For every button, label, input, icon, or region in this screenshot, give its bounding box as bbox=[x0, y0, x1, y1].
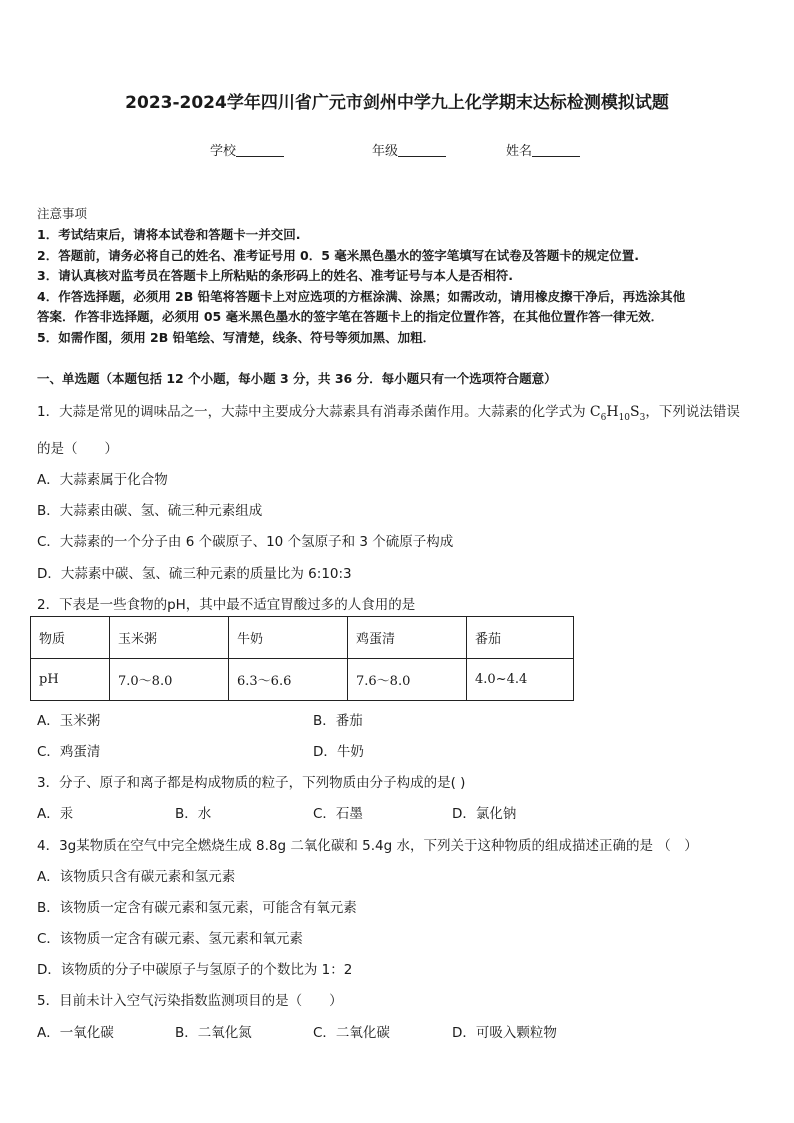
q5-stem: 5．目前未计入空气污染指数监测项目的是（ ） bbox=[37, 993, 343, 1009]
q2-option-d[interactable]: D．牛奶 bbox=[313, 744, 364, 760]
q3-option-a[interactable]: A．汞 bbox=[37, 806, 74, 822]
notice-item: 3．请认真核对监考员在答题卡上所粘贴的条形码上的姓名、准考证号与本人是否相符. bbox=[37, 268, 513, 283]
name-label: 姓名 bbox=[506, 144, 533, 159]
q4-option-c[interactable]: C．该物质一定含有碳元素、氢元素和氧元素 bbox=[37, 931, 303, 947]
table-cell: pH bbox=[31, 659, 110, 701]
formula-s-sub: 3 bbox=[639, 412, 646, 423]
q5-option-a[interactable]: A．一氧化碳 bbox=[37, 1025, 114, 1041]
q2-option-a[interactable]: A．玉米粥 bbox=[37, 713, 101, 729]
q2-option-b[interactable]: B．番茄 bbox=[313, 713, 363, 729]
table-row bbox=[31, 617, 574, 659]
q1-formula bbox=[589, 404, 646, 423]
formula-h: H bbox=[606, 404, 619, 420]
school-blank[interactable] bbox=[236, 144, 284, 157]
notice-heading: 注意事项 bbox=[37, 206, 88, 221]
name-blank[interactable] bbox=[532, 144, 580, 157]
q4-stem: 4．3g某物质在空气中完全燃烧生成 8.8g 二氧化碳和 5.4g 水，下列关于这种物质的组成描述正确的是 （ ） bbox=[37, 838, 698, 854]
table-cell: 玉米粥 bbox=[110, 617, 229, 659]
q4-option-d[interactable]: D．该物质的分子中碳原子与氢原子的个数比为 1：2 bbox=[37, 962, 353, 978]
q5-option-d[interactable]: D．可吸入颗粒物 bbox=[452, 1025, 557, 1041]
q1-option-a[interactable]: A．大蒜素属于化合物 bbox=[37, 472, 168, 488]
grade-field[interactable] bbox=[372, 140, 446, 159]
q5-option-b[interactable]: B．二氧化氮 bbox=[175, 1025, 252, 1041]
q1-option-b[interactable]: B．大蒜素由碳、氢、硫三种元素组成 bbox=[37, 503, 263, 519]
q3-option-d[interactable]: D．氯化钠 bbox=[452, 806, 517, 822]
name-field[interactable] bbox=[506, 140, 580, 159]
q1-stem-tail: ，下列说法错误 bbox=[645, 404, 740, 420]
formula-c-sub: 6 bbox=[600, 412, 607, 423]
q4-option-b[interactable]: B．该物质一定含有碳元素和氢元素，可能含有氧元素 bbox=[37, 900, 357, 916]
notice-item: 答案．作答非选择题，必须用 05 毫米黑色墨水的签字笔在答题卡上的指定位置作答，在其他位置作答一律无效． bbox=[37, 309, 664, 324]
formula-h-sub: 10 bbox=[618, 412, 631, 423]
table-cell: 6.3～6.6 bbox=[229, 659, 348, 701]
table-cell: 牛奶 bbox=[229, 617, 348, 659]
notice-item: 1．考试结束后，请将本试卷和答题卡一并交回. bbox=[37, 227, 301, 242]
q1-stem-text: 1．大蒜是常见的调味品之一，大蒜中主要成分大蒜素具有消毒杀菌作用。大蒜素的化学式为 bbox=[37, 404, 590, 420]
notice-item: 2．答题前，请务必将自己的姓名、准考证号用 0．5 毫米黑色墨水的签字笔填写在试卷及答题卡的规定位置. bbox=[37, 248, 640, 263]
table-cell: 4.0~4.4 bbox=[467, 659, 574, 701]
q1-stem-cont: 的是（ ） bbox=[37, 441, 118, 457]
q1-stem bbox=[37, 400, 740, 423]
table-cell: 7.0～8.0 bbox=[110, 659, 229, 701]
school-field[interactable] bbox=[210, 140, 284, 159]
formula-s: S bbox=[630, 404, 640, 420]
exam-title: 2023-2024学年四川省广元市剑州中学九上化学期末达标检测模拟试题 bbox=[125, 93, 669, 113]
section-heading: 一、单选题（本题包括 12 个小题，每小题 3 分，共 36 分．每小题只有一个选项符合题意） bbox=[37, 371, 557, 386]
formula-c: C bbox=[589, 404, 601, 420]
q2-option-c[interactable]: C．鸡蛋清 bbox=[37, 744, 101, 760]
notice-item: 5．如需作图，须用 2B 铅笔绘、写清楚，线条、符号等须加黑、加粗． bbox=[37, 330, 436, 345]
q1-option-c[interactable]: C．大蒜素的一个分子由 6 个碳原子、10 个氢原子和 3 个硫原子构成 bbox=[37, 534, 454, 550]
notice-item: 4．作答选择题，必须用 2B 铅笔将答题卡上对应选项的方框涂满、涂黑；如需改动，请用橡皮擦干净后，再选涂其他 bbox=[37, 289, 686, 304]
q3-stem: 3．分子、原子和离子都是构成物质的粒子，下列物质由分子构成的是( ) bbox=[37, 775, 466, 791]
table-cell: 番茄 bbox=[467, 617, 574, 659]
q4-option-a[interactable]: A．该物质只含有碳元素和氢元素 bbox=[37, 869, 236, 885]
table-row bbox=[31, 659, 574, 701]
q1-option-d[interactable]: D．大蒜素中碳、氢、硫三种元素的质量比为 6:10:3 bbox=[37, 566, 352, 582]
q5-option-c[interactable]: C．二氧化碳 bbox=[313, 1025, 390, 1041]
table-cell: 7.6～8.0 bbox=[348, 659, 467, 701]
q2-stem: 2．下表是一些食物的pH，其中最不适宜胃酸过多的人食用的是 bbox=[37, 597, 416, 613]
ph-table bbox=[30, 616, 574, 701]
grade-blank[interactable] bbox=[398, 144, 446, 157]
table-cell: 物质 bbox=[31, 617, 110, 659]
school-label: 学校 bbox=[210, 144, 237, 159]
table-cell: 鸡蛋清 bbox=[348, 617, 467, 659]
q3-option-b[interactable]: B．水 bbox=[175, 806, 212, 822]
grade-label: 年级 bbox=[372, 144, 399, 159]
q3-option-c[interactable]: C．石墨 bbox=[313, 806, 363, 822]
